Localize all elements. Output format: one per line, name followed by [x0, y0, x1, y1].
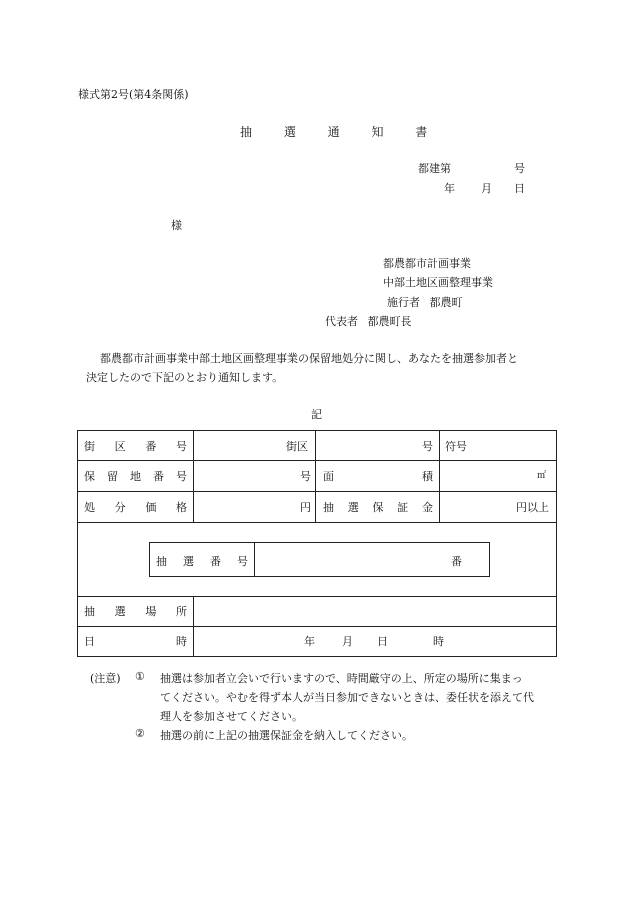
doc-number-prefix: 都建第: [418, 162, 451, 175]
label-char: 価: [145, 501, 157, 514]
lottery-number-unit: 番: [451, 555, 462, 568]
label-char: 抽: [323, 501, 334, 514]
lottery-deposit-unit: 円以上: [516, 501, 549, 514]
label-char: 番: [210, 555, 221, 568]
form-label: 様式第2号(第4条関係): [78, 88, 189, 101]
label-char: 留: [107, 470, 118, 483]
table-rule: [77, 522, 557, 523]
label-char: 街: [84, 440, 95, 453]
note1-marker: ①: [135, 670, 145, 683]
body-paragraph-line2: 決定したので下記のとおり通知します。: [86, 371, 284, 384]
table-rule: [77, 491, 557, 492]
sender-line1: 都農都市計画事業: [383, 257, 471, 270]
sender-line2: 中部土地区画整理事業: [383, 276, 493, 289]
doc-number-suffix: 号: [514, 162, 525, 175]
note2-marker: ②: [135, 727, 145, 740]
table-border-right: [556, 430, 557, 657]
code-label: 符号: [445, 440, 467, 453]
label-char: 抽: [156, 555, 167, 568]
datetime-label-end: 時: [176, 635, 187, 648]
table-border-top: [77, 430, 557, 431]
lottery-deposit-label: [323, 499, 433, 515]
table-border-bottom: [77, 656, 557, 657]
ki-heading: 記: [311, 408, 322, 421]
label-char: 号: [176, 470, 187, 483]
reserved-land-number-label: [84, 468, 187, 484]
date-day: 日: [514, 182, 525, 195]
label-char: 地: [130, 470, 141, 483]
area-unit: ㎡: [537, 471, 547, 481]
area-label: [323, 468, 433, 484]
label-char: 号: [175, 440, 187, 453]
datetime-year: 年: [304, 635, 315, 648]
note1-line3: 理人を参加させてください。: [160, 710, 303, 723]
lottery-place-label: [84, 603, 187, 619]
label-char: 選: [114, 605, 126, 618]
label-char: 金: [422, 501, 433, 514]
label-char: 処: [84, 501, 95, 514]
datetime-label-start: 日: [84, 635, 95, 648]
lottery-number-box: [149, 542, 490, 577]
disposal-price-unit: 円: [300, 501, 311, 514]
label-char: 番: [153, 470, 164, 483]
table-rule: [77, 596, 557, 597]
disposal-price-label: [84, 499, 187, 515]
label-char: 選: [347, 501, 359, 514]
note2-line1: 抽選の前に上記の抽選保証金を納入してください。: [160, 729, 413, 742]
table-col-rule: [315, 430, 316, 522]
label-char: 場: [145, 605, 157, 618]
datetime-hour: 時: [433, 635, 444, 648]
block-unit: 街区: [286, 440, 308, 453]
label-char: 格: [175, 501, 187, 514]
number-unit: 号: [422, 440, 433, 453]
table-col-rule: [193, 430, 194, 522]
recipient-honorific: 様: [171, 219, 182, 232]
notes-heading: (注意): [90, 672, 121, 685]
body-paragraph-line1: 都農都市計画事業中部土地区画整理事業の保留地処分に関し、あなたを抽選参加者と: [100, 352, 518, 365]
table-rule: [77, 626, 557, 627]
label-char: 抽: [84, 605, 95, 618]
label-char: 積: [422, 470, 433, 483]
detail-table: [77, 430, 557, 657]
label-char: 保: [372, 501, 384, 514]
label-char: 所: [175, 605, 187, 618]
date-year: 年: [444, 182, 455, 195]
label-char: 番: [145, 440, 157, 453]
note1-line2: てください。やむを得ず本人が当日参加できないときは、委任状を添えて代: [160, 691, 534, 704]
lottery-number-label: [156, 553, 248, 569]
label-char: 選: [183, 555, 194, 568]
date-month: 月: [481, 182, 492, 195]
reserved-land-number-unit: 号: [300, 470, 311, 483]
label-char: 面: [323, 470, 334, 483]
table-rule: [77, 460, 557, 461]
datetime-month: 月: [342, 635, 353, 648]
label-char: 証: [397, 501, 409, 514]
label-char: 号: [237, 555, 248, 568]
document-title: 抽 選 通 知 書: [240, 125, 442, 139]
label-char: 保: [84, 470, 95, 483]
table-col-rule: [193, 596, 194, 657]
table-border-left: [77, 430, 78, 657]
block-number-label: [84, 438, 187, 454]
label-char: 区: [114, 440, 126, 453]
label-char: 分: [114, 501, 126, 514]
sender-line4: 代表者 都農町長: [325, 315, 412, 328]
datetime-day: 日: [377, 635, 388, 648]
sender-line3: 施行者 都農町: [387, 296, 463, 309]
note1-line1: 抽選は参加者立会いで行いますので、時間厳守の上、所定の場所に集まっ: [160, 672, 523, 685]
table-col-rule: [439, 430, 440, 522]
lottery-box-rule: [254, 543, 255, 576]
